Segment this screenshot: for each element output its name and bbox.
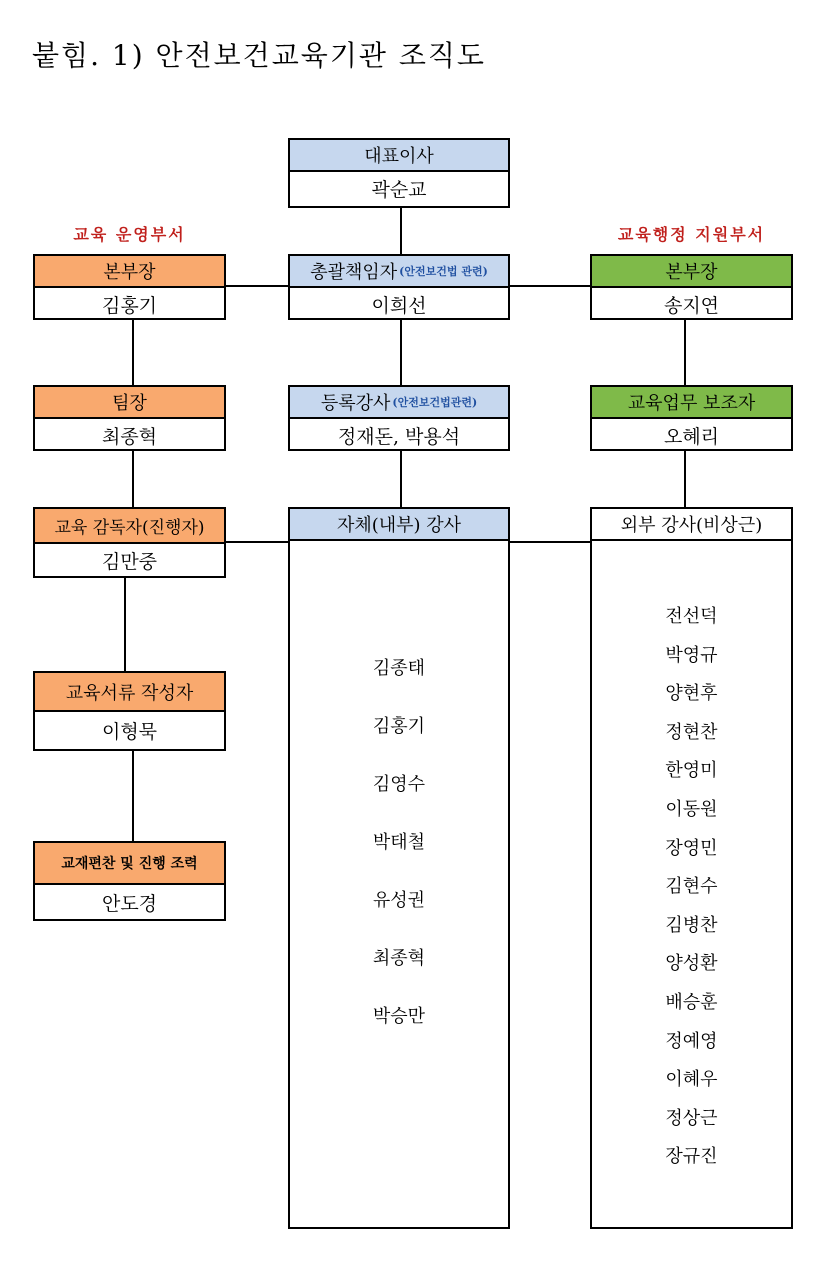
external-lecturer-name-7: 장영민 [665,837,718,859]
internal-lecturer-name-4: 박태철 [372,832,426,853]
external-lecturer-name-6: 이동원 [665,798,718,820]
external-lecturers-role: 외부 강사(비상근) [592,509,791,541]
assistant-box [590,385,793,451]
dept-label-education-operations: 교육 운영부서 [73,225,186,244]
team-leader-role: 팀장 [35,387,224,419]
ceo-box [288,138,510,208]
registered-lecturer-note: (안전보건법관련) [392,396,478,409]
ceo-name: 곽순교 [371,178,427,201]
external-lecturer-name-1: 전선덕 [665,606,718,627]
external-lecturer-name-12: 정예영 [665,1030,718,1052]
connector-general-registered [400,318,402,386]
assistant-role: 교육업무 보조자 [592,387,791,419]
connector-assistant-external [684,449,686,508]
internal-lecturers-role: 자체(내부) 강사 [290,509,508,541]
general-manager-note: (안전보건법 관련) [399,265,488,278]
internal-lecturer-name-3: 김영수 [372,774,426,795]
supervisor-role: 교육 감독자(진행자) [35,509,224,544]
external-lecturer-name-11: 배승훈 [665,991,718,1013]
registered-lecturer-names: 정재돈, 박용석 [337,425,461,448]
dept-label-admin-support: 교육행정 지원부서 [617,225,766,244]
general-manager-role: 총괄책임자 [310,262,398,283]
connector-supervisor-writer [124,576,126,672]
connector-right-head-assistant [684,318,686,386]
external-lecturer-name-13: 이혜우 [665,1069,718,1091]
external-lecturers-list [590,598,793,1177]
external-lecturer-name-9: 김병찬 [665,914,718,936]
registered-lecturer-header [290,387,508,419]
connector-left-head-general [226,285,288,287]
external-lecturer-name-8: 김현수 [665,876,718,898]
left-head-box [33,254,226,320]
external-lecturer-name-15: 장규진 [665,1146,718,1168]
internal-lecturer-name-2: 김홍기 [372,716,426,737]
general-manager-box [288,254,510,320]
internal-lecturer-name-1: 김종태 [372,658,426,679]
left-head-name: 김홍기 [101,294,158,317]
right-head-role: 본부장 [592,256,791,288]
internal-lecturer-name-5: 유성권 [372,890,426,911]
team-leader-box [33,385,226,451]
page-title: 붙힘. 1) 안전보건교육기관 조직도 [32,39,486,72]
external-lecturer-name-4: 정현찬 [665,721,718,743]
internal-lecturer-name-6: 최종혁 [372,948,426,969]
general-manager-header [290,256,508,288]
team-leader-name: 최종혁 [101,425,158,448]
registered-lecturer-box [288,385,510,451]
external-lecturer-name-3: 양현후 [665,683,718,705]
connector-registered-internal [400,449,402,508]
general-manager-name: 이희선 [371,294,427,317]
connector-writer-textbook [132,749,134,842]
internal-lecturer-name-7: 박승만 [372,1006,426,1027]
ceo-role: 대표이사 [290,140,508,172]
left-head-role: 본부장 [35,256,224,288]
supervisor-box [33,507,226,578]
supervisor-name: 김만중 [101,550,158,573]
right-head-name: 송지연 [663,294,720,317]
external-lecturer-name-5: 한영미 [665,760,718,782]
connector-team-supervisor [132,449,134,508]
document-writer-box [33,671,226,751]
connector-supervisor-internal [226,541,288,543]
internal-lecturers-list [288,640,510,1046]
registered-lecturer-role: 등록강사 [320,393,391,414]
assistant-name: 오혜리 [663,425,720,448]
textbook-assist-box [33,841,226,921]
document-writer-name: 이형묵 [101,721,158,743]
connector-ceo-general [400,206,402,256]
document-writer-role: 교육서류 작성자 [35,673,224,712]
textbook-assist-name: 안도경 [101,892,158,915]
right-head-box [590,254,793,320]
connector-internal-external [510,541,590,543]
textbook-assist-role: 교재편찬 및 진행 조력 [35,843,224,885]
connector-left-head-team [132,318,134,386]
external-lecturer-name-2: 박영규 [665,644,718,666]
connector-general-right-head [510,285,590,287]
external-lecturer-name-14: 정상근 [665,1107,718,1129]
external-lecturer-name-10: 양성환 [665,953,718,975]
